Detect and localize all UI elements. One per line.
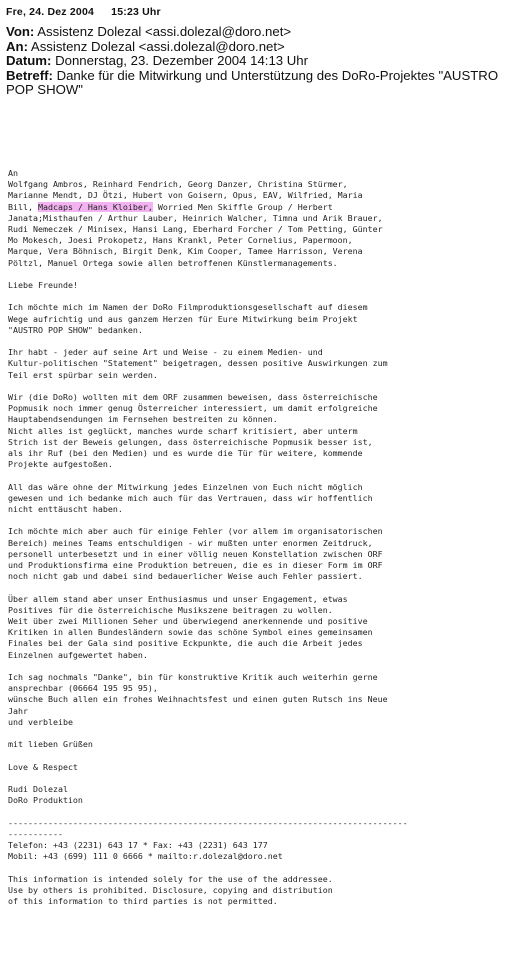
text-line: Weit über zwei Millionen Seher und überwiegend anerkennende und positive [8,616,368,627]
disclaimer-line: This information is intended solely for the use of the addressee. [8,873,333,884]
separator-line: -------------------------------------------------------------------------------- [8,817,408,828]
text-line: Hauptabendsendungen im Fernsehen bestreiten zu können. [8,414,278,425]
signature [8,784,506,806]
text-line: Projekte aufgestoßen. [8,459,113,470]
recipients-line-highlight [8,202,506,213]
text-line: Ihr habt - jeder auf seine Art und Weise - zu einem Medien- und [8,347,323,358]
closing-phrase: Love & Respect [8,761,78,772]
to-value: Assistenz Dolezal <assi.dolezal@doro.net> [30,38,285,54]
paragraph-2 [8,347,506,381]
paragraph-6 [8,594,506,661]
recipients-label: An [8,168,18,178]
text-line: Ich möchte mich im Namen der DoRo Filmproduktionsgesellschaft auf diesem [8,302,368,313]
recipients-line: Wolfgang Ambros, Reinhard Fendrich, Georg Danzer, Christina Stürmer, [8,179,348,190]
subject-row [6,69,506,98]
recipients-text: Worried Men Skiffle Group / Herbert [152,201,333,212]
text-line: Wir (die DoRo) wollten mit dem ORF zusammen beweisen, dass österreichische [8,392,378,402]
text-line: als ihr Ruf (bei den Medien) und es wurde die Tür für weitere, kommende [8,448,363,459]
text-line: Teil erst spürbar sein werden. [8,369,158,380]
text-line: und verbleibe [8,716,73,727]
signature-name: Rudi Dolezal [8,784,68,794]
recipients-text: Bill, [8,201,38,212]
paragraph-4 [8,482,506,516]
recipients-line: Pöltzl, Manuel Ortega sowie allen betroffenen Künstlermanagements. [8,257,338,268]
disclaimer [8,874,506,908]
text-line: Strich ist der Beweis gelungen, dass österreichische Popmusik besser ist, [8,436,373,447]
fax-date: Fre, 24. Dez 2004 [6,6,95,18]
closing-greeting: mit lieben Grüßen [8,739,93,750]
disclaimer-line: Use by others is prohibited. Disclosure, copying and distribution [8,884,333,895]
subject-label: Betreff: [6,67,53,83]
fax-header [6,6,175,18]
text-line: Bereich) meines Teams entschuldigen - wir mußten unter enormen Zeitdruck, [8,537,373,548]
text-line: und Produktionsfirma eine Produktion betreuen, die es in dieser Form im ORF [8,560,383,571]
highlighted-recipient: Madcaps / Hans Kloiber, [37,201,153,212]
text-line: Popmusik noch immer genug Österreicher interessiert, um damit erfolgreiche [8,403,378,414]
text-line: Jahr [8,705,28,716]
disclaimer-line: of this information to third parties is not permitted. [8,896,278,906]
text-line: Nicht alles ist geglückt, manches wurde scharf kritisiert, aber unterm [8,425,358,436]
date-value: Donnerstag, 23. Dezember 2004 14:13 Uhr [55,53,309,69]
separator-line: ----------- [8,828,63,839]
to-label: An: [6,38,28,54]
text-line: ansprechbar (06664 195 95 95), [8,683,158,694]
to-row [6,40,506,55]
text-line: Wege aufrichtig und aus ganzem Herzen für Eure Mitwirkung beim Projekt [8,313,358,324]
from-label: Von: [6,24,35,39]
recipients-line: Rudi Nemeczek / Minisex, Hansi Lang, Eberhard Forcher / Tom Petting, Günter [8,224,383,235]
from-value: Assistenz Dolezal <assi.dolezal@doro.net> [37,24,292,39]
text-line: wünsche Buch allen ein frohes Weihnachtsfest und einen guten Rutsch ins Neue [8,694,388,705]
text-line: Einzelnen aufgewertet haben. [8,649,148,660]
email-header [6,25,506,98]
text-line: noch nicht gab und dabei sind bedauerlicher Weise auch Fehler passiert. [8,571,363,582]
text-line: Ich sag nochmals "Danke", bin für konstruktive Kritik auch weiterhin gerne [8,672,378,683]
text-line: Finales bei der Gala sind positive Eckpunkte, die auch die Arbeit jedes [8,638,363,649]
recipients-line: Marque, Vera Böhnisch, Birgit Denk, Kim Cooper, Tamee Harrisson, Verena [8,246,363,257]
subject-value: Danke für die Mitwirkung und Unterstützung des DoRo-Projektes "AUSTRO POP SHOW" [6,67,499,98]
date-label: Datum: [6,53,52,69]
recipients-block [8,168,506,269]
paragraph-7 [8,672,506,728]
text-line: personell unterbesetzt und in einer völlig neuen Konstellation zwischen ORF [8,548,383,559]
text-line: All das wäre ohne der Mitwirkung jedes Einzelnen von Euch nicht möglich [8,481,363,492]
contact-block [8,818,506,863]
telefon-line: Telefon: +43 (2231) 643 17 * Fax: +43 (2231) 643 177 [8,840,268,850]
recipients-line: Marianne Mendt, DJ Ötzi, Hubert von Goisern, Opus, EAV, Wilfried, Maria [8,190,363,201]
paragraph-5 [8,526,506,582]
recipients-line: Janata;Misthaufen / Arthur Lauber, Heinrich Walcher, Timna und Arik Brauer, [8,212,383,223]
text-line: "AUSTRO POP SHOW" bedanken. [8,324,143,335]
recipients-line: Mo Mokesch, Joesi Prokopetz, Hans Krankl, Peter Cornelius, Papermoon, [8,235,353,246]
date-row [6,54,506,69]
fax-time: 15:23 Uhr [111,6,161,18]
email-body [8,168,506,918]
signature-company: DoRo Produktion [8,795,83,806]
paragraph-3 [8,392,506,470]
text-line: Ich möchte mich aber auch für einige Fehler (vor allem im organisatorischen [8,526,383,537]
text-line: Über allem stand aber unser Enthusiasmus und unser Engagement, etwas [8,593,348,604]
text-line: gewesen und ich bedanke mich auch für das Vertrauen, dass wir hoffentlich [8,492,373,503]
text-line: nicht enttäuscht haben. [8,504,123,515]
paragraph-1 [8,302,506,336]
greeting: Liebe Freunde! [8,280,78,291]
text-line: Kultur-politischen "Statement" beigetragen, dessen positive Auswirkungen zum [8,358,388,369]
mobil-line: Mobil: +43 (699) 111 0 6666 * mailto:r.dolezal@doro.net [8,851,283,862]
text-line: Positives für die österreichische Musikszene beitragen zu wollen. [8,604,333,615]
text-line: Kritiken in allen Bundesländern sowie das schöne Symbol eines gemeinsamen [8,627,373,638]
from-row [6,25,506,40]
